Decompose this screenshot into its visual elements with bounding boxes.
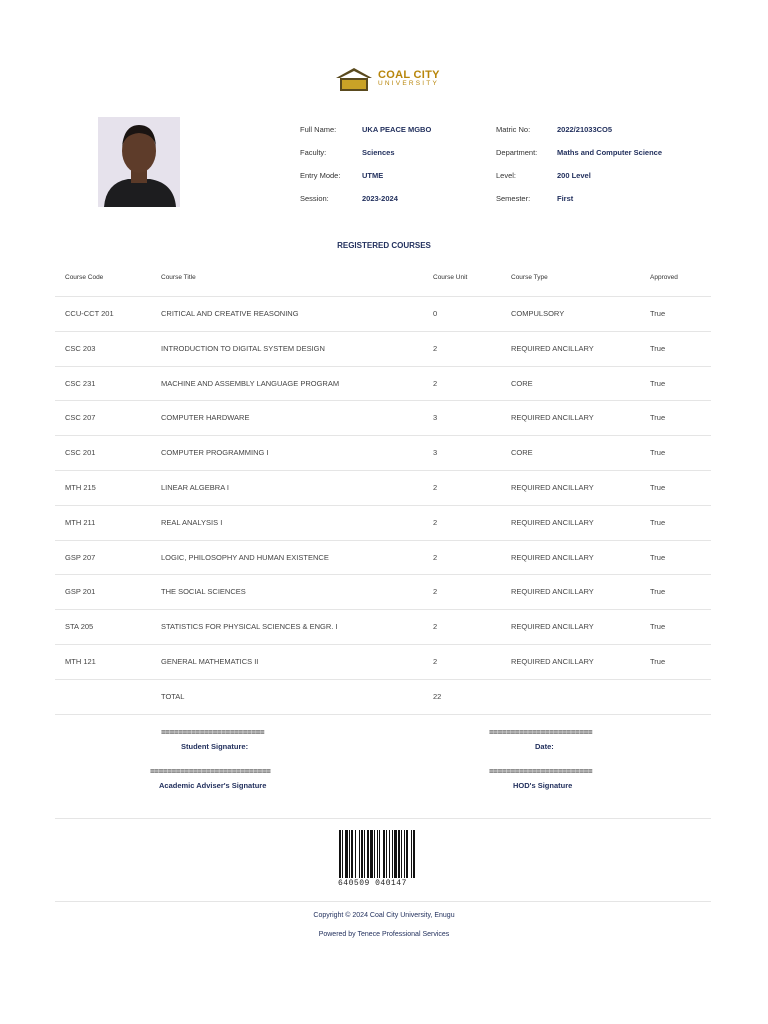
cell-approved: True xyxy=(650,587,666,597)
row-divider xyxy=(55,400,711,401)
cell-title: COMPUTER PROGRAMMING I xyxy=(161,448,269,458)
student-photo xyxy=(98,117,180,207)
row-divider xyxy=(55,679,711,680)
student-signature-label: Student Signature: xyxy=(181,742,249,751)
cell-title: INTRODUCTION TO DIGITAL SYSTEM DESIGN xyxy=(161,343,325,353)
cell-type: REQUIRED ANCILLARY xyxy=(511,622,594,632)
full-name-value: UKA PEACE MGBO xyxy=(362,125,432,134)
cell-approved: True xyxy=(650,309,666,318)
row-divider xyxy=(55,714,711,715)
cell-code: CCU-CCT 201 xyxy=(65,309,114,318)
cell-code: CSC 201 xyxy=(65,448,96,458)
faculty-value: Sciences xyxy=(362,148,395,157)
total-units: 22 xyxy=(433,691,442,701)
level-label: Level: xyxy=(496,171,517,180)
person-photo-icon xyxy=(98,117,180,207)
cell-title: THE SOCIAL SCIENCES xyxy=(161,587,246,597)
cell-type: REQUIRED ANCILLARY xyxy=(511,552,594,562)
row-divider xyxy=(55,609,711,610)
divider xyxy=(55,901,711,902)
department-value: Maths and Computer Science xyxy=(557,148,663,157)
cell-type: REQUIRED ANCILLARY xyxy=(511,343,594,353)
matric-label: Matric No: xyxy=(496,125,531,134)
adviser-signature-line: ============================ xyxy=(150,768,271,777)
cell-code: STA 205 xyxy=(65,622,94,632)
semester-value: First xyxy=(557,194,574,203)
cell-title: MACHINE AND ASSEMBLY LANGUAGE PROGRAM xyxy=(161,378,340,388)
cell-title: LOGIC, PHILOSOPHY AND HUMAN EXISTENCE xyxy=(161,552,329,562)
cell-type: REQUIRED ANCILLARY xyxy=(511,483,594,492)
col-header-type: Course Type xyxy=(511,274,548,281)
cell-title: GENERAL MATHEMATICS II xyxy=(161,657,259,666)
row-divider xyxy=(55,366,711,367)
level-value: 200 Level xyxy=(557,171,591,180)
row-divider xyxy=(55,296,711,297)
cell-type: REQUIRED ANCILLARY xyxy=(511,587,594,597)
semester-label: Semester: xyxy=(496,194,531,203)
total-label: TOTAL xyxy=(161,691,185,701)
cell-code: GSP 207 xyxy=(65,552,96,562)
cell-code: GSP 201 xyxy=(65,587,96,597)
logo-subtitle: UNIVERSITY xyxy=(378,80,440,87)
cell-title: CRITICAL AND CREATIVE REASONING xyxy=(161,309,299,318)
university-logo xyxy=(334,64,444,94)
cell-approved: True xyxy=(650,378,666,388)
date-label: Date: xyxy=(535,742,554,751)
student-signature-line: ======================== xyxy=(161,729,265,738)
row-divider xyxy=(55,574,711,575)
cell-unit: 2 xyxy=(433,378,438,388)
col-header-code: Course Code xyxy=(65,274,104,281)
entry-mode-label: Entry Mode: xyxy=(300,171,341,180)
cell-unit: 2 xyxy=(433,483,438,492)
full-name-label: Full Name: xyxy=(300,125,337,134)
logo-name: COAL CITY xyxy=(378,69,440,81)
cell-approved: True xyxy=(650,622,666,632)
registered-courses-title: REGISTERED COURSES xyxy=(337,241,431,250)
cell-title: REAL ANALYSIS I xyxy=(161,517,223,527)
cell-unit: 2 xyxy=(433,517,438,527)
cell-unit: 2 xyxy=(433,552,438,562)
entry-mode-value: UTME xyxy=(362,171,384,180)
cell-approved: True xyxy=(650,448,666,458)
cell-approved: True xyxy=(650,483,666,492)
cell-unit: 3 xyxy=(433,413,438,423)
cell-code: MTH 211 xyxy=(65,517,96,527)
cell-approved: True xyxy=(650,552,666,562)
cell-unit: 2 xyxy=(433,657,438,666)
house-logo-icon xyxy=(334,66,374,92)
cell-title: COMPUTER HARDWARE xyxy=(161,413,250,423)
cell-approved: True xyxy=(650,657,666,666)
matric-value: 2022/21033CO5 xyxy=(557,125,613,134)
footer-copyright: Copyright © 2024 Coal City University, Enugu xyxy=(313,912,455,919)
col-header-unit: Course Unit xyxy=(433,274,468,281)
cell-code: CSC 207 xyxy=(65,413,96,423)
footer-powered-by: Powered by Tenece Professional Services xyxy=(318,931,450,938)
date-line: ======================== xyxy=(489,729,593,738)
session-value: 2023-2024 xyxy=(362,194,398,203)
row-divider xyxy=(55,540,711,541)
hod-signature-line: ======================== xyxy=(489,768,593,777)
cell-title: STATISTICS FOR PHYSICAL SCIENCES & ENGR. I xyxy=(161,622,338,632)
cell-title: LINEAR ALGEBRA I xyxy=(161,483,229,492)
cell-approved: True xyxy=(650,343,666,353)
row-divider xyxy=(55,331,711,332)
cell-type: REQUIRED ANCILLARY xyxy=(511,517,594,527)
divider xyxy=(55,818,711,819)
session-label: Session: xyxy=(300,194,329,203)
cell-unit: 2 xyxy=(433,622,438,632)
cell-unit: 2 xyxy=(433,587,438,597)
cell-type: CORE xyxy=(511,448,533,458)
cell-type: REQUIRED ANCILLARY xyxy=(511,413,594,423)
cell-approved: True xyxy=(650,413,666,423)
barcode-number: 640509 040147 xyxy=(338,879,407,888)
department-label: Department: xyxy=(496,148,538,157)
cell-unit: 2 xyxy=(433,343,438,353)
row-divider xyxy=(55,505,711,506)
cell-code: MTH 121 xyxy=(65,657,96,666)
cell-unit: 0 xyxy=(433,309,438,318)
cell-approved: True xyxy=(650,517,666,527)
hod-signature-label: HOD's Signature xyxy=(513,781,573,790)
cell-code: CSC 231 xyxy=(65,378,96,388)
cell-unit: 3 xyxy=(433,448,438,458)
row-divider xyxy=(55,644,711,645)
adviser-signature-label: Academic Adviser's Signature xyxy=(159,781,267,790)
cell-type: COMPULSORY xyxy=(511,309,565,318)
cell-code: MTH 215 xyxy=(65,483,96,492)
row-divider xyxy=(55,470,711,471)
row-divider xyxy=(55,435,711,436)
cell-type: CORE xyxy=(511,378,533,388)
col-header-title: Course Title xyxy=(161,274,196,281)
cell-type: REQUIRED ANCILLARY xyxy=(511,657,594,666)
cell-code: CSC 203 xyxy=(65,343,96,353)
faculty-label: Faculty: xyxy=(300,148,327,157)
col-header-approved: Approved xyxy=(650,274,678,281)
